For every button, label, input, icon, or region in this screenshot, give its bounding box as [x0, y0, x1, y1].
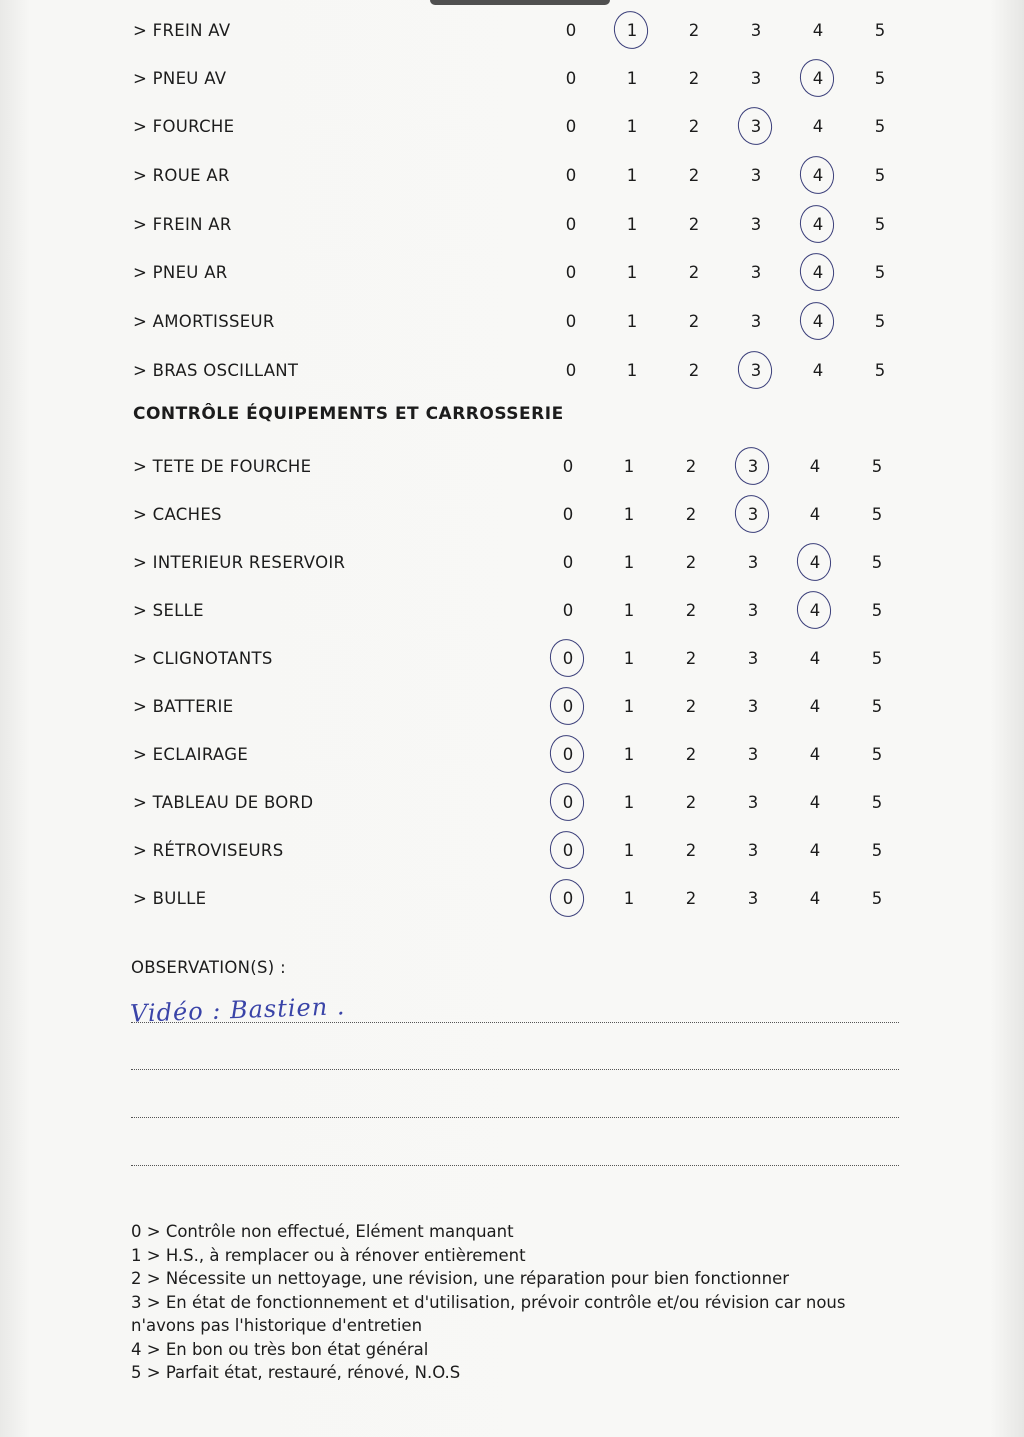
item-label: > ROUE AR: [133, 166, 230, 185]
item-label: > TABLEAU DE BORD: [133, 793, 314, 812]
checklist-row: [0, 161, 1024, 191]
rating-option-2[interactable]: 2: [688, 166, 700, 185]
item-label: > CACHES: [133, 505, 222, 524]
rating-option-5[interactable]: 5: [871, 457, 883, 476]
legend-item: 4 > En bon ou très bon état général: [131, 1339, 429, 1359]
rating-option-4[interactable]: 4: [809, 697, 821, 716]
checklist-row: [0, 596, 1024, 626]
checklist-row: [0, 500, 1024, 530]
rating-option-2[interactable]: 2: [685, 505, 697, 524]
rating-option-5[interactable]: 5: [874, 215, 886, 234]
checklist-row: [0, 258, 1024, 288]
legend-item: 1 > H.S., à remplacer ou à rénover entièrement: [131, 1245, 526, 1265]
item-label: > CLIGNOTANTS: [133, 649, 273, 668]
item-label: > PNEU AV: [133, 69, 227, 88]
rating-option-3[interactable]: 3: [747, 601, 759, 620]
rating-option-5[interactable]: 5: [871, 697, 883, 716]
selected-rating-circle: [796, 202, 837, 246]
rating-option-2[interactable]: 2: [688, 117, 700, 136]
rating-option-5[interactable]: 5: [874, 361, 886, 380]
rating-option-2[interactable]: 2: [688, 312, 700, 331]
rating-option-1[interactable]: 1: [623, 889, 635, 908]
rating-option-4[interactable]: 4: [803, 210, 833, 240]
rating-option-2[interactable]: 2: [688, 21, 700, 40]
selected-rating-circle: [734, 104, 775, 148]
selected-rating-circle: [546, 780, 587, 824]
rating-option-5[interactable]: 5: [874, 69, 886, 88]
rating-option-5[interactable]: 5: [871, 601, 883, 620]
checklist-row: [0, 210, 1024, 240]
rating-option-0[interactable]: 0: [565, 69, 577, 88]
rating-option-1[interactable]: 1: [626, 166, 638, 185]
rating-option-5[interactable]: 5: [874, 166, 886, 185]
rating-option-1[interactable]: 1: [617, 16, 647, 46]
rating-option-3[interactable]: 3: [741, 356, 771, 386]
legend-item: 0 > Contrôle non effectué, Elément manquant: [131, 1222, 514, 1241]
rating-option-4[interactable]: 4: [809, 457, 821, 476]
checklist-row: [0, 112, 1024, 142]
rating-option-3[interactable]: 3: [747, 793, 759, 812]
item-label: > BRAS OSCILLANT: [133, 361, 299, 380]
checklist-row: [0, 692, 1024, 722]
rating-option-3[interactable]: 3: [750, 312, 762, 331]
selected-rating-circle: [793, 540, 834, 584]
checklist-row: [0, 64, 1024, 94]
rating-option-2[interactable]: 2: [685, 553, 697, 572]
rating-option-3[interactable]: 3: [738, 500, 768, 530]
rating-option-0[interactable]: 0: [565, 21, 577, 40]
rating-option-4[interactable]: 4: [809, 889, 821, 908]
rating-option-4[interactable]: 4: [812, 117, 824, 136]
rating-option-5[interactable]: 5: [871, 841, 883, 860]
rating-option-4[interactable]: 4: [800, 596, 830, 626]
rating-option-3[interactable]: 3: [747, 649, 759, 668]
checklist-row: [0, 307, 1024, 337]
rating-option-3[interactable]: 3: [747, 553, 759, 572]
observations-label: OBSERVATION(S) :: [131, 958, 286, 977]
rating-option-5[interactable]: 5: [871, 745, 883, 764]
observation-line[interactable]: [131, 1165, 899, 1166]
rating-option-2[interactable]: 2: [685, 601, 697, 620]
rating-option-4[interactable]: 4: [803, 64, 833, 94]
selected-rating-circle: [731, 444, 772, 488]
rating-legend: [131, 1220, 891, 1385]
rating-option-2[interactable]: 2: [685, 457, 697, 476]
rating-option-3[interactable]: 3: [750, 21, 762, 40]
rating-option-0[interactable]: 0: [565, 215, 577, 234]
rating-option-3[interactable]: 3: [750, 69, 762, 88]
checklist-row: [0, 788, 1024, 818]
rating-option-0[interactable]: 0: [562, 457, 574, 476]
section-title: CONTRÔLE ÉQUIPEMENTS ET CARROSSERIE: [133, 404, 564, 424]
item-label: > BULLE: [133, 889, 207, 908]
rating-option-1[interactable]: 1: [623, 505, 635, 524]
rating-option-2[interactable]: 2: [688, 263, 700, 282]
rating-option-5[interactable]: 5: [874, 21, 886, 40]
rating-option-0[interactable]: 0: [553, 884, 583, 914]
checklist-row: [0, 644, 1024, 674]
rating-option-0[interactable]: 0: [565, 166, 577, 185]
rating-option-1[interactable]: 1: [623, 793, 635, 812]
rating-option-0[interactable]: 0: [565, 312, 577, 331]
rating-option-0[interactable]: 0: [565, 117, 577, 136]
checklist-row: [0, 740, 1024, 770]
rating-option-1[interactable]: 1: [623, 841, 635, 860]
rating-option-3[interactable]: 3: [738, 452, 768, 482]
rating-option-5[interactable]: 5: [871, 505, 883, 524]
rating-option-0[interactable]: 0: [553, 740, 583, 770]
selected-rating-circle: [793, 588, 834, 632]
rating-option-2[interactable]: 2: [685, 841, 697, 860]
rating-option-1[interactable]: 1: [623, 553, 635, 572]
rating-option-4[interactable]: 4: [809, 841, 821, 860]
rating-option-4[interactable]: 4: [803, 161, 833, 191]
rating-option-4[interactable]: 4: [800, 548, 830, 578]
selected-rating-circle: [734, 348, 775, 392]
observation-line[interactable]: [131, 1117, 899, 1118]
rating-option-2[interactable]: 2: [685, 793, 697, 812]
rating-option-3[interactable]: 3: [747, 745, 759, 764]
rating-option-0[interactable]: 0: [565, 361, 577, 380]
checklist-row: [0, 884, 1024, 914]
item-label: > SELLE: [133, 601, 204, 620]
rating-option-0[interactable]: 0: [553, 644, 583, 674]
rating-option-2[interactable]: 2: [685, 745, 697, 764]
item-label: > INTERIEUR RESERVOIR: [133, 553, 346, 572]
rating-option-4[interactable]: 4: [809, 745, 821, 764]
selected-rating-circle: [546, 684, 587, 728]
rating-option-3[interactable]: 3: [747, 841, 759, 860]
rating-option-1[interactable]: 1: [626, 117, 638, 136]
rating-option-3[interactable]: 3: [750, 166, 762, 185]
rating-option-4[interactable]: 4: [812, 21, 824, 40]
rating-option-5[interactable]: 5: [871, 649, 883, 668]
rating-option-5[interactable]: 5: [874, 312, 886, 331]
legend-item: 3 > En état de fonctionnement et d'utilisation, prévoir contrôle et/ou révision car nous n'avons pas l'historique d'entretien: [131, 1292, 846, 1335]
rating-option-1[interactable]: 1: [623, 649, 635, 668]
item-label: > BATTERIE: [133, 697, 234, 716]
rating-option-1[interactable]: 1: [623, 745, 635, 764]
page-edge-shadow: [430, 0, 610, 5]
checklist-row: [0, 356, 1024, 386]
rating-option-0[interactable]: 0: [565, 263, 577, 282]
selected-rating-circle: [546, 732, 587, 776]
rating-option-0[interactable]: 0: [553, 788, 583, 818]
selected-rating-circle: [546, 636, 587, 680]
rating-option-0[interactable]: 0: [562, 553, 574, 572]
item-label: > ECLAIRAGE: [133, 745, 249, 764]
item-label: > AMORTISSEUR: [133, 312, 275, 331]
checklist-row: [0, 836, 1024, 866]
selected-rating-circle: [796, 153, 837, 197]
rating-option-1[interactable]: 1: [623, 457, 635, 476]
rating-option-2[interactable]: 2: [688, 361, 700, 380]
rating-option-1[interactable]: 1: [626, 361, 638, 380]
rating-option-5[interactable]: 5: [871, 793, 883, 812]
observation-line[interactable]: [131, 1022, 899, 1023]
rating-option-0[interactable]: 0: [553, 692, 583, 722]
selected-rating-circle: [546, 828, 587, 872]
rating-option-4[interactable]: 4: [809, 793, 821, 812]
rating-option-2[interactable]: 2: [685, 697, 697, 716]
item-label: > FOURCHE: [133, 117, 235, 136]
rating-option-1[interactable]: 1: [626, 312, 638, 331]
rating-option-4[interactable]: 4: [812, 361, 824, 380]
rating-option-0[interactable]: 0: [553, 836, 583, 866]
rating-option-1[interactable]: 1: [626, 263, 638, 282]
rating-option-3[interactable]: 3: [750, 263, 762, 282]
rating-option-5[interactable]: 5: [871, 889, 883, 908]
rating-option-2[interactable]: 2: [688, 215, 700, 234]
rating-option-5[interactable]: 5: [874, 117, 886, 136]
rating-option-5[interactable]: 5: [871, 553, 883, 572]
selected-rating-circle: [546, 876, 587, 920]
item-label: > FREIN AV: [133, 21, 231, 40]
selected-rating-circle: [796, 250, 837, 294]
rating-option-4[interactable]: 4: [803, 258, 833, 288]
rating-option-1[interactable]: 1: [626, 69, 638, 88]
rating-option-1[interactable]: 1: [623, 697, 635, 716]
legend-item: 5 > Parfait état, restauré, rénové, N.O.S: [131, 1363, 461, 1382]
rating-option-3[interactable]: 3: [747, 697, 759, 716]
item-label: > FREIN AR: [133, 215, 232, 234]
rating-option-4[interactable]: 4: [803, 307, 833, 337]
observations-handwritten-note: Vidéo : Bastien .: [129, 992, 346, 1028]
rating-option-2[interactable]: 2: [685, 889, 697, 908]
rating-option-2[interactable]: 2: [685, 649, 697, 668]
rating-option-0[interactable]: 0: [562, 505, 574, 524]
rating-option-5[interactable]: 5: [874, 263, 886, 282]
checklist-row: [0, 548, 1024, 578]
selected-rating-circle: [796, 299, 837, 343]
rating-option-1[interactable]: 1: [626, 215, 638, 234]
item-label: > RÉTROVISEURS: [133, 841, 284, 860]
rating-option-3[interactable]: 3: [750, 215, 762, 234]
observation-line[interactable]: [131, 1069, 899, 1070]
legend-item: 2 > Nécessite un nettoyage, une révision, une réparation pour bien fonctionner: [131, 1269, 790, 1288]
checklist-row: [0, 16, 1024, 46]
rating-option-4[interactable]: 4: [809, 505, 821, 524]
rating-option-1[interactable]: 1: [623, 601, 635, 620]
rating-option-3[interactable]: 3: [741, 112, 771, 142]
checklist-row: [0, 452, 1024, 482]
rating-option-0[interactable]: 0: [562, 601, 574, 620]
selected-rating-circle: [610, 8, 651, 52]
selected-rating-circle: [731, 492, 772, 536]
item-label: > TETE DE FOURCHE: [133, 457, 312, 476]
rating-option-3[interactable]: 3: [747, 889, 759, 908]
rating-option-4[interactable]: 4: [809, 649, 821, 668]
selected-rating-circle: [796, 56, 837, 100]
item-label: > PNEU AR: [133, 263, 228, 282]
rating-option-2[interactable]: 2: [688, 69, 700, 88]
